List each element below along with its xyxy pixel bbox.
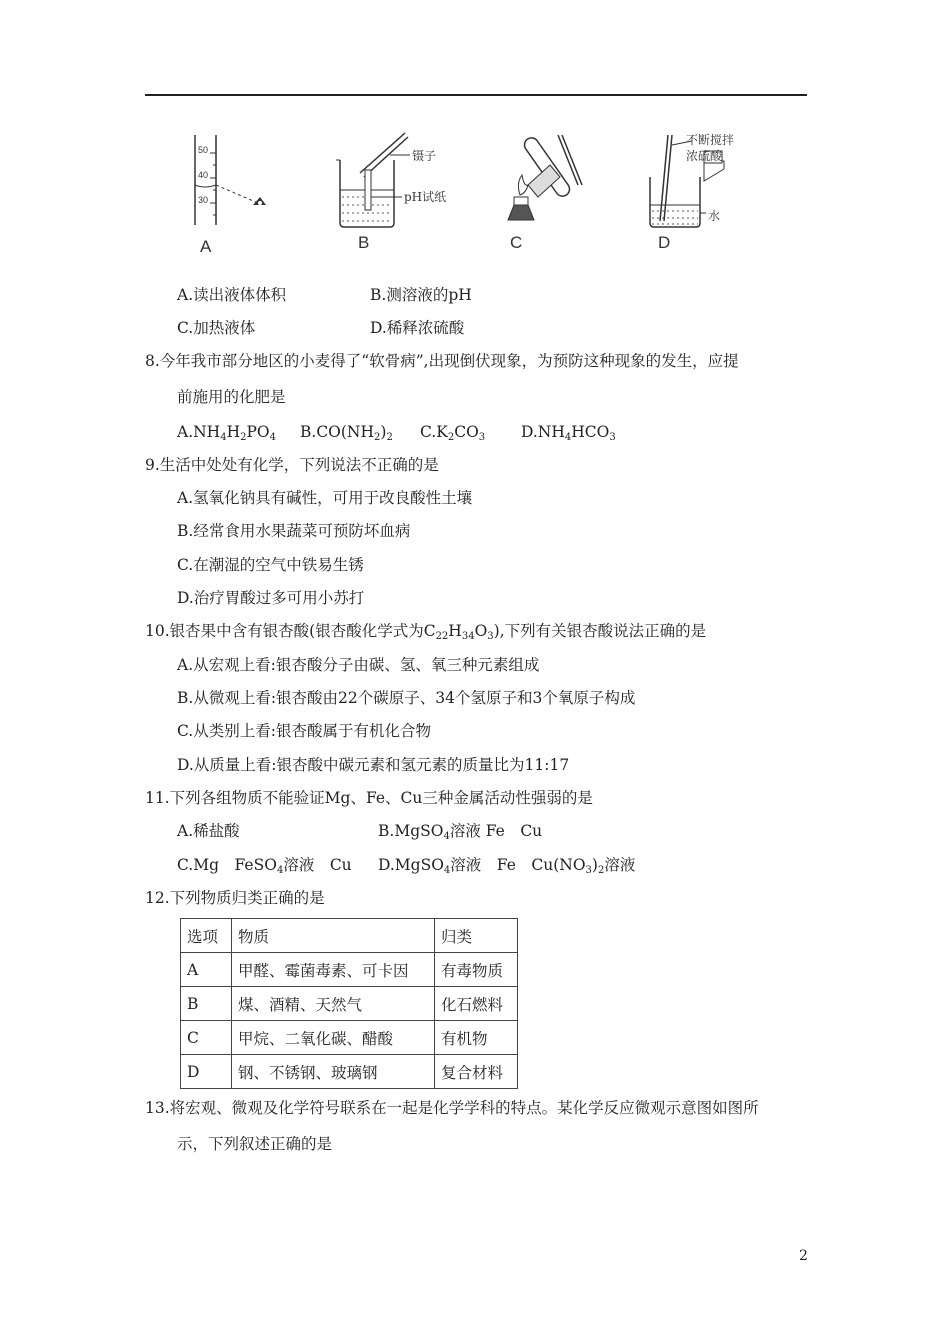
table-row	[181, 1055, 518, 1089]
figure-d-diluting-acid	[642, 125, 762, 252]
table-cell: C	[181, 1021, 232, 1055]
q7-option-d: D.稀释浓硫酸	[370, 319, 465, 337]
q9-option-c: C.在潮湿的空气中铁易生锈	[177, 556, 364, 574]
q10-stem: 10.银杏果中含有银杏酸(银杏酸化学式为$C_{22}H_{34}O_3$),下列有关银杏酸说法正确的是	[145, 622, 707, 642]
table-row	[181, 953, 518, 987]
q8-option-d: $D.NH_4HCO_3$	[521, 423, 616, 443]
table-header-cell: 物质	[232, 919, 435, 953]
header-rule	[145, 94, 807, 96]
table-cell: B	[181, 987, 232, 1021]
q8-stem-line2: 前施用的化肥是	[177, 388, 286, 406]
q8-option-a: $A.NH_4H_2PO_4$	[177, 423, 276, 443]
apparatus-figures	[180, 125, 780, 260]
q9-option-b: B.经常食用水果蔬菜可预防坏血病	[177, 522, 411, 540]
q10-option-a: A.从宏观上看:银杏酸分子由碳、氢、氧三种元素组成	[177, 656, 540, 674]
table-cell: 甲烷、二氧化碳、醋酸	[232, 1021, 435, 1055]
q8-option-b: $B.CO(NH_2)_2$	[300, 423, 393, 443]
q8-stem-line1: 8.今年我市部分地区的小麦得了“软骨病”,出现倒伏现象，为预防这种现象的发生，应提	[145, 352, 739, 370]
table-cell: D	[181, 1055, 232, 1089]
figure-a-tick-40: 40	[198, 170, 209, 180]
q11-option-d: D.MgSO$_4$溶液 Fe $Cu(NO_3)_2$溶液	[378, 856, 636, 876]
table-cell: 甲醛、霉菌毒素、可卡因	[232, 953, 435, 987]
q11-option-a: A.稀盐酸	[177, 822, 240, 840]
table-cell: 钢、不锈钢、玻璃钢	[232, 1055, 435, 1089]
table-cell: 有机物	[435, 1021, 518, 1055]
q11-option-c: C.Mg FeSO$_4$溶液 Cu	[177, 856, 352, 876]
q9-option-d: D.治疗胃酸过多可用小苏打	[177, 589, 365, 607]
q10-option-d: D.从质量上看:银杏酸中碳元素和氢元素的质量比为11:17	[177, 756, 570, 774]
q7-option-a: A.读出液体体积	[177, 286, 287, 304]
table-cell: 有毒物质	[435, 953, 518, 987]
q7-option-c: C.加热液体	[177, 319, 256, 337]
table-header-cell: 选项	[181, 919, 232, 953]
q10-option-b: B.从微观上看:银杏酸由22个碳原子、34个氢原子和3个氧原子构成	[177, 689, 636, 707]
table-header-row	[181, 919, 518, 953]
figure-c-heating-liquid	[500, 125, 600, 252]
q11-option-b: B.MgSO$_4$溶液 Fe Cu	[378, 822, 543, 842]
table-cell: 煤、酒精、天然气	[232, 987, 435, 1021]
q11-stem: 11.下列各组物质不能验证Mg、Fe、Cu三种金属活动性强弱的是	[145, 789, 593, 807]
figure-d-stir-label: 不断搅拌	[686, 133, 735, 147]
table-row	[181, 1021, 518, 1055]
q7-option-b: B.测溶液的pH	[370, 286, 472, 304]
table-cell: 复合材料	[435, 1055, 518, 1089]
figure-b-ph-paper-label: pH试纸	[404, 190, 447, 204]
figure-c-label: C	[510, 233, 523, 252]
table-row	[181, 987, 518, 1021]
figure-a-tick-50: 50	[198, 145, 209, 155]
q10-option-c: C.从类别上看:银杏酸属于有机化合物	[177, 722, 431, 740]
figure-a-label: A	[200, 237, 212, 256]
figure-b-tweezers-label: 镊子	[412, 149, 437, 163]
figure-b-ph-test	[330, 125, 460, 252]
q12-classification-table	[180, 918, 518, 1089]
q13-stem-line2: 示，下列叙述正确的是	[177, 1135, 333, 1153]
q13-stem-line1: 13.将宏观、微观及化学符号联系在一起是化学学科的特点。某化学反应微观示意图如图所	[145, 1099, 759, 1117]
page-number: 2	[799, 1248, 808, 1264]
q12-stem: 12.下列物质归类正确的是	[145, 889, 325, 907]
table-cell: A	[181, 953, 232, 987]
q9-option-a: A.氢氧化钠具有碱性，可用于改良酸性土壤	[177, 489, 473, 507]
figure-d-label: D	[658, 233, 671, 252]
q8-option-c: $C.K_2CO_3$	[420, 423, 486, 443]
table-cell: 化石燃料	[435, 987, 518, 1021]
figure-a-graduated-cylinder	[180, 125, 290, 256]
figure-a-tick-30: 30	[198, 195, 209, 205]
table-header-cell: 归类	[435, 919, 518, 953]
figure-d-water-label: 水	[708, 209, 721, 223]
q9-stem: 9.生活中处处有化学，下列说法不正确的是	[145, 456, 439, 474]
figure-b-label: B	[358, 233, 370, 252]
figure-d-acid-label: 浓硫酸	[686, 149, 723, 163]
